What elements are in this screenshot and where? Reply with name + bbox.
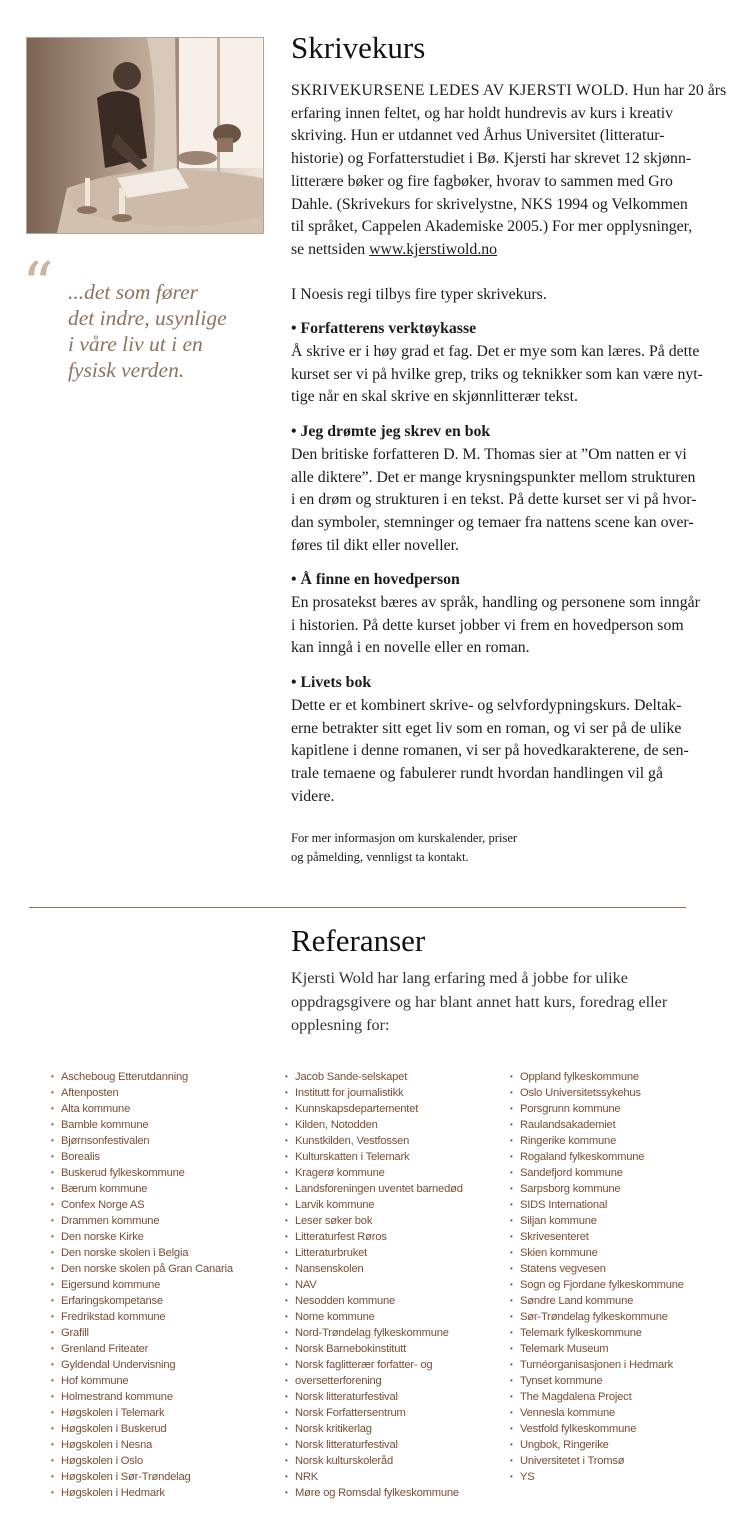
quote-line: det indre, usynlige [68, 306, 227, 330]
reference-item: • oversetterforening [285, 1373, 463, 1389]
references-intro [291, 967, 731, 1038]
reference-item: • Litteraturbruket [285, 1245, 463, 1261]
reference-item: • Borealis [51, 1149, 233, 1165]
reference-item: • Norsk litteraturfestival [285, 1437, 463, 1453]
course-item-line: tige når en skal skrive en skjønnlitterær tekst. [291, 388, 578, 406]
reference-item: • Ungbok, Ringerike [510, 1437, 684, 1453]
reference-item: • Telemark fylkeskommune [510, 1325, 684, 1341]
reference-item: • Buskerud fylkeskommune [51, 1165, 233, 1181]
intro-line: skriving. Hun er utdannet ved Århus Universitet (litteratur- [291, 127, 665, 145]
course-item-line: føres til dikt eller noveller. [291, 536, 460, 554]
intro-line: Dahle. (Skrivekurs for skrivelystne, NKS 1994 og Velkommen [291, 195, 688, 213]
reference-item: • Høgskolen i Nesna [51, 1437, 233, 1453]
reference-item: • Siljan kommune [510, 1213, 684, 1229]
reference-item: • Sogn og Fjordane fylkeskommune [510, 1277, 684, 1293]
reference-item: • Raulandsakademiet [510, 1117, 684, 1133]
references-column-2 [285, 1069, 463, 1501]
course-item-title: • Jeg drømte jeg skrev en bok [291, 423, 491, 441]
reference-item: • Bamble kommune [51, 1117, 233, 1133]
reference-item: • Kunnskapsdepartementet [285, 1101, 463, 1117]
contact-line: For mer informasjon om kurskalender, priser [291, 831, 518, 846]
reference-item: • Rogaland fylkeskommune [510, 1149, 684, 1165]
reference-item: • Larvik kommune [285, 1197, 463, 1213]
contact-line: og påmelding, vennligst ta kontakt. [291, 850, 469, 865]
reference-item: • Universitetet i Tromsø [510, 1453, 684, 1469]
reference-item: • Bærum kommune [51, 1181, 233, 1197]
reference-item: • Høgskolen i Sør-Trøndelag [51, 1469, 233, 1485]
intro-lead: SKRIVEKURSENE LEDES AV KJERSTI WOLD. [291, 82, 629, 99]
reference-item: • Vestfold fylkeskommune [510, 1421, 684, 1437]
reference-item: • Norsk faglitterær forfatter- og [285, 1357, 463, 1373]
course-item [291, 569, 731, 660]
course-item-line: videre. [291, 787, 335, 805]
reference-item: • Norsk Barnebokinstitutt [285, 1341, 463, 1357]
reference-item: • Porsgrunn kommune [510, 1101, 684, 1117]
course-item [291, 672, 731, 808]
reference-item: • Høgskolen i Oslo [51, 1453, 233, 1469]
course-item [291, 318, 731, 409]
quote-line: i våre liv ut i en [68, 332, 203, 356]
course-item-title: • Forfatterens verktøykasse [291, 320, 477, 338]
reference-item: • Norsk litteraturfestival [285, 1389, 463, 1405]
reference-item: • Institutt for journalistikk [285, 1085, 463, 1101]
quote-line: ...det som fører [68, 280, 198, 304]
reference-item: • Statens vegvesen [510, 1261, 684, 1277]
course-item-line: Å skrive er i høy grad et fag. Det er mye som kan læres. På dette [291, 343, 700, 361]
references-column-3 [510, 1069, 684, 1485]
intro-text: se nettsiden [291, 240, 370, 258]
reference-item: • Møre og Romsdal fylkeskommune [285, 1485, 463, 1501]
references-section [291, 923, 731, 1038]
references-intro-line: oppdragsgivere og har blant annet hatt kurs, foredrag eller [291, 992, 668, 1011]
reference-item: • Holmestrand kommune [51, 1389, 233, 1405]
reference-item: • Høgskolen i Telemark [51, 1405, 233, 1421]
reference-item: • Litteraturfest Røros [285, 1229, 463, 1245]
course-item-line: kan inngå i en novelle eller en roman. [291, 639, 530, 657]
quote-line: fysisk verden. [68, 358, 185, 382]
intro-line: erfaring innen feltet, og har holdt hundrevis av kurs i kreativ [291, 104, 674, 122]
reference-item: • Oslo Universitetssykehus [510, 1085, 684, 1101]
quote-text [68, 279, 268, 383]
intro-line: historie) og Forfatterstudiet i Bø. Kjersti har skrevet 12 skjønn- [291, 150, 692, 168]
intro-text: Hun har 20 års [628, 82, 727, 99]
reference-item: • Landsforeningen uventet barnedød [285, 1181, 463, 1197]
reference-item: • Fredrikstad kommune [51, 1309, 233, 1325]
reference-item: • Den norske skolen på Gran Canaria [51, 1261, 233, 1277]
reference-item: • Gyldendal Undervisning [51, 1357, 233, 1373]
reference-item: • Grenland Friteater [51, 1341, 233, 1357]
reference-item: • Norsk Forfattersentrum [285, 1405, 463, 1421]
section-divider [29, 907, 686, 908]
references-column-1 [51, 1069, 233, 1501]
course-item-line: alle diktere”. Det er mange krysningspunkter mellom strukturen [291, 468, 696, 486]
reference-item: • Sandefjord kommune [510, 1165, 684, 1181]
references-intro-line: opplesning for: [291, 1016, 390, 1034]
course-item-line: kurset ser vi på hvilke grep, triks og teknikker som kan være nyt- [291, 365, 703, 383]
reference-item: • Høgskolen i Buskerud [51, 1421, 233, 1437]
reference-item: • Eigersund kommune [51, 1277, 233, 1293]
intro-line: til språket, Cappelen Akademiske 2005.) For mer opplysninger, [291, 218, 693, 236]
reference-item: • Den norske skolen i Belgia [51, 1245, 233, 1261]
reference-item: • Grafill [51, 1325, 233, 1341]
reference-item: • Kunstkilden, Vestfossen [285, 1133, 463, 1149]
reference-item: • NAV [285, 1277, 463, 1293]
course-item-title: • Å finne en hovedperson [291, 571, 460, 589]
intro-paragraph [291, 80, 731, 262]
reference-item: • Jacob Sande-selskapet [285, 1069, 463, 1085]
page-title: Skrivekurs [291, 30, 426, 65]
reference-item: • Alta kommune [51, 1101, 233, 1117]
reference-item: • The Magdalena Project [510, 1389, 684, 1405]
reference-item: • Hof kommune [51, 1373, 233, 1389]
reference-item: • SIDS International [510, 1197, 684, 1213]
reference-item: • Sarpsborg kommune [510, 1181, 684, 1197]
course-item-line: kapitlene i denne romanen, vi ser på hovedkarakterene, de sen- [291, 742, 689, 760]
reference-item: • Norsk kritikerlag [285, 1421, 463, 1437]
course-item-line: erne betrakter sitt eget liv som en roman, og vi ser på de ulike [291, 719, 682, 737]
reference-item: • Erfaringskompetanse [51, 1293, 233, 1309]
course-item-line: En prosatekst bæres av språk, handling og personene som inngår [291, 594, 700, 612]
reference-item: • Drammen kommune [51, 1213, 233, 1229]
author-photo [26, 37, 264, 234]
reference-item: • YS [510, 1469, 684, 1485]
references-title: Referanser [291, 923, 426, 958]
reference-item: • Høgskolen i Hedmark [51, 1485, 233, 1501]
course-item-title: • Livets bok [291, 674, 372, 692]
references-intro-line: Kjersti Wold har lang erfaring med å jobbe for ulike [291, 969, 628, 987]
course-item-line: dan symboler, stemninger og temaer fra nattens scene kan over- [291, 513, 694, 531]
reference-item: • Kulturskatten i Telemark [285, 1149, 463, 1165]
reference-item: • Telemark Museum [510, 1341, 684, 1357]
reference-item: • Vennesla kommune [510, 1405, 684, 1421]
reference-item: • Bjørnsonfestivalen [51, 1133, 233, 1149]
reference-item: • Kragerø kommune [285, 1165, 463, 1181]
reference-item: • Skien kommune [510, 1245, 684, 1261]
reference-item: • Den norske Kirke [51, 1229, 233, 1245]
reference-item: • Nome kommune [285, 1309, 463, 1325]
reference-item: • Confex Norge AS [51, 1197, 233, 1213]
reference-item: • Søndre Land kommune [510, 1293, 684, 1309]
reference-item: • Skrivesenteret [510, 1229, 684, 1245]
course-section [291, 30, 731, 880]
reference-item: • Nesodden kommune [285, 1293, 463, 1309]
website-link[interactable]: www.kjerstiwold.no [369, 240, 498, 258]
reference-item: • Leser søker bok [285, 1213, 463, 1229]
course-item-line: trale temaene og fabulerer rundt hvordan handlingen vil gå [291, 764, 663, 782]
reference-item: • Kilden, Notodden [285, 1117, 463, 1133]
reference-item: • Nansenskolen [285, 1261, 463, 1277]
types-line: I Noesis regi tilbys fire typer skrivekurs. [291, 285, 547, 303]
reference-item: • Nord-Trøndelag fylkeskommune [285, 1325, 463, 1341]
course-item-line: i historien. På dette kurset jobber vi frem en hovedperson som [291, 616, 684, 634]
reference-item: • Turnéorganisasjonen i Hedmark [510, 1357, 684, 1373]
intro-line: litterære bøker og fire fagbøker, hvorav to sammen med Gro [291, 172, 673, 190]
reference-item: • Sør-Trøndelag fylkeskommune [510, 1309, 684, 1325]
course-item-line: i en drøm og strukturen i en tekst. På dette kurset ser vi på hvor- [291, 491, 697, 509]
reference-item: • Tynset kommune [510, 1373, 684, 1389]
course-item [291, 421, 731, 557]
course-item-line: Den britiske forfatteren D. M. Thomas sier at ”Om natten er vi [291, 445, 687, 463]
reference-item: • Oppland fylkeskommune [510, 1069, 684, 1085]
quote-mark-icon: “ [22, 248, 54, 321]
contact-note [291, 829, 731, 867]
reference-item: • Norsk kulturskoleråd [285, 1453, 463, 1469]
course-item-line: Dette er et kombinert skrive- og selvfordypningskurs. Deltak- [291, 696, 682, 714]
reference-item: • Ascheboug Etterutdanning [51, 1069, 233, 1085]
reference-item: • Ringerike kommune [510, 1133, 684, 1149]
reference-item: • NRK [285, 1469, 463, 1485]
reference-item: • Aftenposten [51, 1085, 233, 1101]
